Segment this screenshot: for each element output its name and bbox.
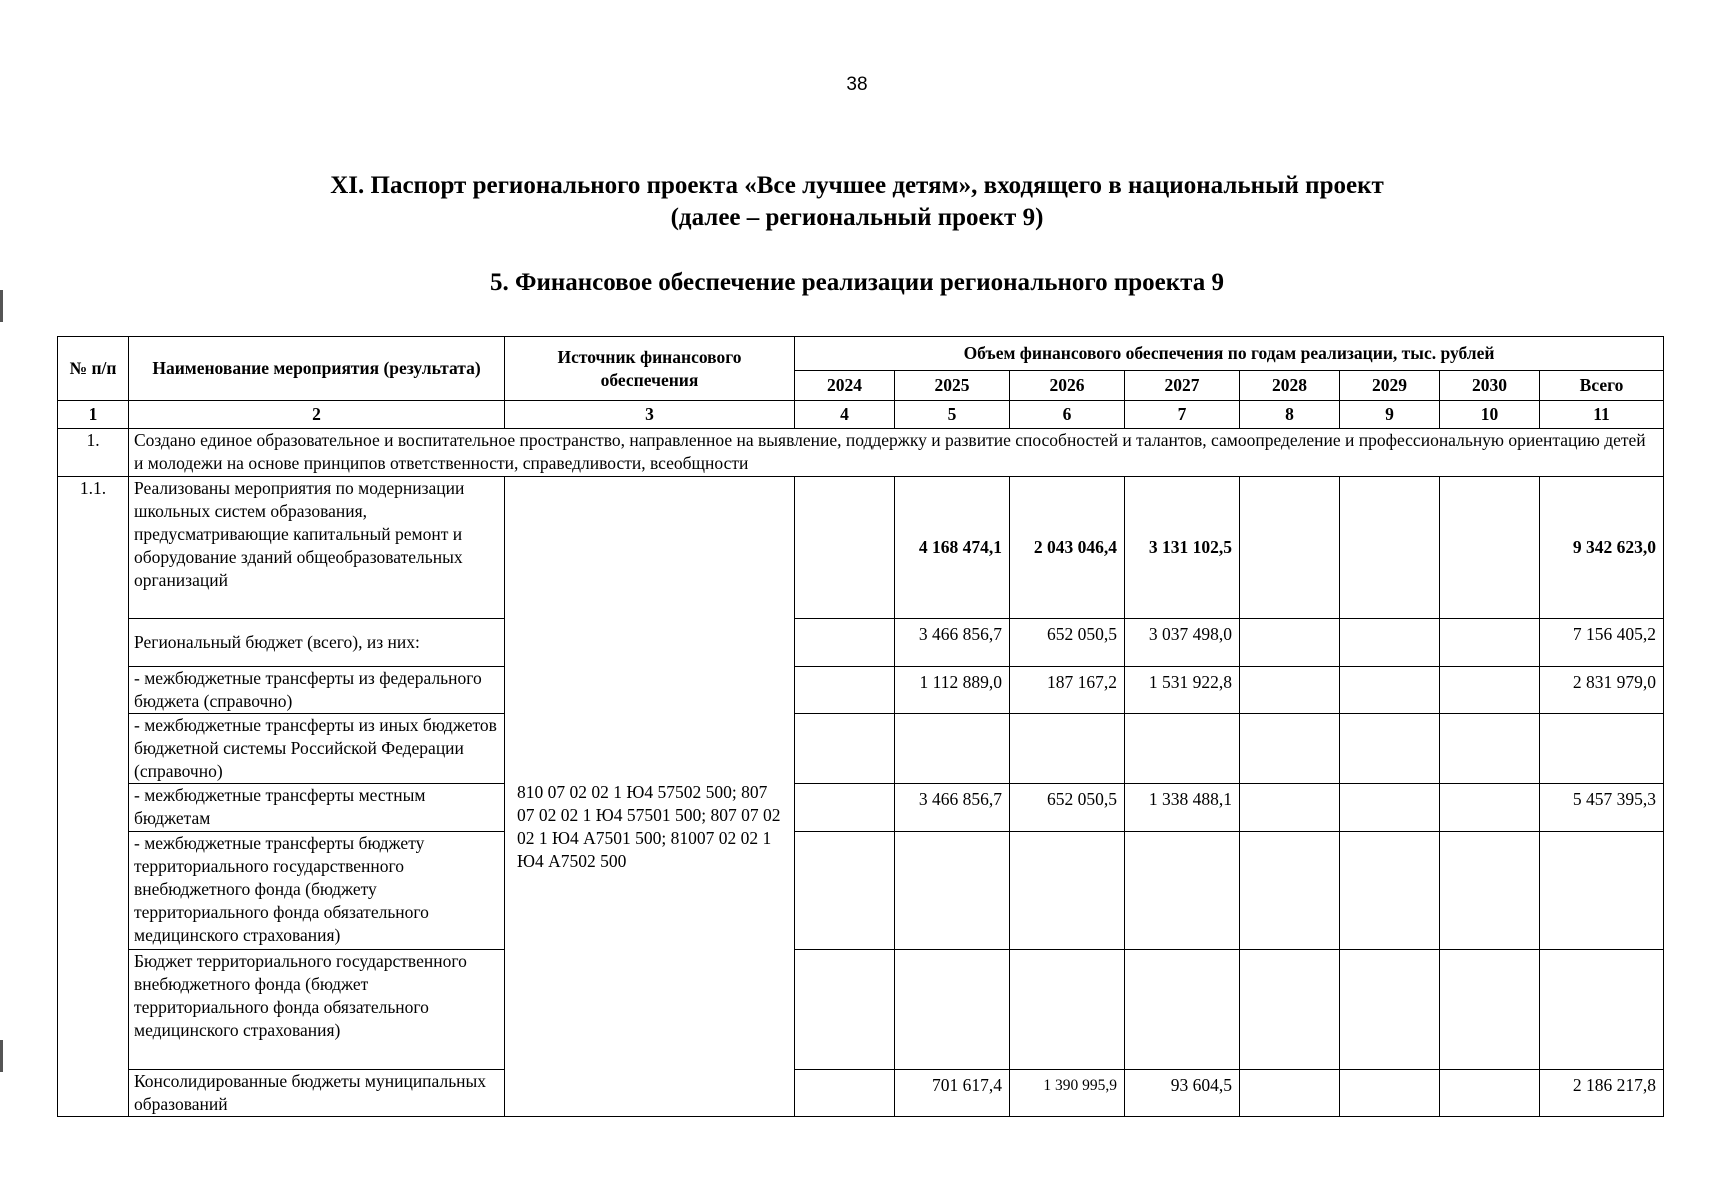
- header-name: Наименование мероприятия (результата): [129, 337, 505, 401]
- cell-value: [795, 832, 895, 950]
- cell-value: [1440, 714, 1540, 784]
- header-total: Всего: [1540, 371, 1664, 401]
- cell-value: [1440, 1070, 1540, 1117]
- cell-value: 3 131 102,5: [1125, 477, 1240, 619]
- cell-value: [795, 667, 895, 714]
- scan-edge-mark: [0, 1040, 3, 1072]
- row-name: Региональный бюджет (всего), из них:: [129, 619, 505, 667]
- cell-value: 652 050,5: [1010, 619, 1125, 667]
- row-name: - межбюджетные трансферты местным бюджетам: [129, 784, 505, 832]
- cell-value: 1 338 488,1: [1125, 784, 1240, 832]
- table-row: [58, 667, 1664, 714]
- cell-value: [895, 832, 1010, 950]
- table-row: [58, 784, 1664, 832]
- header-source: Источник финансового обеспечения: [505, 337, 795, 401]
- header-year: 2027: [1125, 371, 1240, 401]
- cell-value: 4 168 474,1: [895, 477, 1010, 619]
- document-title: XI. Паспорт регионального проекта «Все лучшее детям», входящего в национальный проект: [330, 172, 1384, 199]
- row-name: Консолидированные бюджеты муниципальных образований: [129, 1070, 505, 1117]
- header-year: 2026: [1010, 371, 1125, 401]
- cell-value: 1 390 995,9: [1010, 1070, 1125, 1117]
- cell-value: 3 466 856,7: [895, 619, 1010, 667]
- cell-value: [1340, 619, 1440, 667]
- cell-value: [1240, 619, 1340, 667]
- item-num: 1.1.: [58, 477, 129, 1117]
- table-row: [58, 832, 1664, 950]
- cell-value: [795, 619, 895, 667]
- table-row: [58, 477, 1664, 619]
- cell-value: [795, 1070, 895, 1117]
- header-year: 2030: [1440, 371, 1540, 401]
- cell-total: 7 156 405,2: [1540, 619, 1664, 667]
- cell-value: [1240, 714, 1340, 784]
- cell-value: 3 466 856,7: [895, 784, 1010, 832]
- cell-value: [1440, 477, 1540, 619]
- cell-value: [1125, 714, 1240, 784]
- goal-num: 1.: [58, 429, 129, 477]
- cell-value: [1440, 950, 1540, 1070]
- column-number: 6: [1010, 401, 1125, 429]
- cell-value: [1440, 667, 1540, 714]
- row-name: - межбюджетные трансферты из федерального бюджета (справочно): [129, 667, 505, 714]
- cell-value: [1340, 950, 1440, 1070]
- cell-value: [1240, 1070, 1340, 1117]
- column-number: 8: [1240, 401, 1340, 429]
- header-year: 2028: [1240, 371, 1340, 401]
- cell-total: [1540, 832, 1664, 950]
- cell-value: [795, 950, 895, 1070]
- cell-value: [1010, 714, 1125, 784]
- cell-value: [895, 950, 1010, 1070]
- cell-value: [1240, 477, 1340, 619]
- header-year: 2025: [895, 371, 1010, 401]
- header-year: 2029: [1340, 371, 1440, 401]
- cell-total: 2 186 217,8: [1540, 1070, 1664, 1117]
- column-number: 3: [505, 401, 795, 429]
- cell-value: [1440, 832, 1540, 950]
- cell-value: [1010, 832, 1125, 950]
- column-number: 5: [895, 401, 1010, 429]
- cell-value: [1240, 784, 1340, 832]
- cell-value: 187 167,2: [1010, 667, 1125, 714]
- cell-value: [795, 784, 895, 832]
- section-title: 5. Финансовое обеспечение реализации регионального проекта 9: [489, 269, 1225, 296]
- cell-total: 9 342 623,0: [1540, 477, 1664, 619]
- cell-value: [1340, 714, 1440, 784]
- goal-text: Создано единое образовательное и воспитательное пространство, направленное на выявление, поддержку и развитие способностей и талантов, самоопределение и профессиональную ориентацию детей и молодежи на основе принципов ответственности, справедливости, всеобщности: [129, 429, 1664, 477]
- cell-value: [1440, 784, 1540, 832]
- document-subtitle: (далее – региональный проект 9): [670, 204, 1044, 231]
- row-name: Реализованы мероприятия по модернизации школьных систем образования, предусматривающие капитальный ремонт и оборудование зданий общеобразовательных организаций: [129, 477, 505, 619]
- cell-value: [1340, 784, 1440, 832]
- cell-value: 93 604,5: [1125, 1070, 1240, 1117]
- column-number: 11: [1540, 401, 1664, 429]
- cell-value: [1340, 477, 1440, 619]
- cell-value: [1125, 950, 1240, 1070]
- table-row: [58, 619, 1664, 667]
- cell-value: [795, 714, 895, 784]
- table-row: [58, 950, 1664, 1070]
- table-row: [58, 714, 1664, 784]
- goal-row: [58, 429, 1664, 477]
- cell-value: [1340, 832, 1440, 950]
- cell-value: [1240, 832, 1340, 950]
- cell-value: [895, 714, 1010, 784]
- cell-total: [1540, 950, 1664, 1070]
- cell-value: [795, 477, 895, 619]
- cell-value: [1240, 667, 1340, 714]
- page-number: 38: [846, 74, 868, 95]
- cell-value: 1 531 922,8: [1125, 667, 1240, 714]
- source-codes: 810 07 02 02 1 Ю4 57502 500; 807 07 02 02 1 Ю4 57501 500; 807 07 02 02 1 Ю4 А7501 500; 81007 02 02 1 Ю4 А7502 500: [505, 477, 795, 1117]
- cell-value: 652 050,5: [1010, 784, 1125, 832]
- cell-value: 701 617,4: [895, 1070, 1010, 1117]
- cell-value: 2 043 046,4: [1010, 477, 1125, 619]
- column-number: 2: [129, 401, 505, 429]
- cell-value: [1010, 950, 1125, 1070]
- cell-value: [1240, 950, 1340, 1070]
- cell-value: [1340, 667, 1440, 714]
- row-name: - межбюджетные трансферты бюджету территориального государственного внебюджетного фонда (бюджету территориального фонда обязательного медицинского страхования): [129, 832, 505, 950]
- column-number: 1: [58, 401, 129, 429]
- header-year: 2024: [795, 371, 895, 401]
- row-name: Бюджет территориального государственного внебюджетного фонда (бюджет территориального фонда обязательного медицинского страхования): [129, 950, 505, 1070]
- cell-value: [1340, 1070, 1440, 1117]
- cell-value: [1125, 832, 1240, 950]
- table-row: [58, 1070, 1664, 1117]
- cell-value: 3 037 498,0: [1125, 619, 1240, 667]
- column-number: 7: [1125, 401, 1240, 429]
- column-number: 10: [1440, 401, 1540, 429]
- column-number: 4: [795, 401, 895, 429]
- header-volume: Объем финансового обеспечения по годам реализации, тыс. рублей: [795, 337, 1664, 371]
- cell-value: 1 112 889,0: [895, 667, 1010, 714]
- cell-total: 2 831 979,0: [1540, 667, 1664, 714]
- cell-value: [1440, 619, 1540, 667]
- header-num: № п/п: [58, 337, 129, 401]
- cell-total: 5 457 395,3: [1540, 784, 1664, 832]
- row-name: - межбюджетные трансферты из иных бюджетов бюджетной системы Российской Федерации (справочно): [129, 714, 505, 784]
- financial-table: [57, 336, 1664, 1117]
- cell-total: [1540, 714, 1664, 784]
- column-number: 9: [1340, 401, 1440, 429]
